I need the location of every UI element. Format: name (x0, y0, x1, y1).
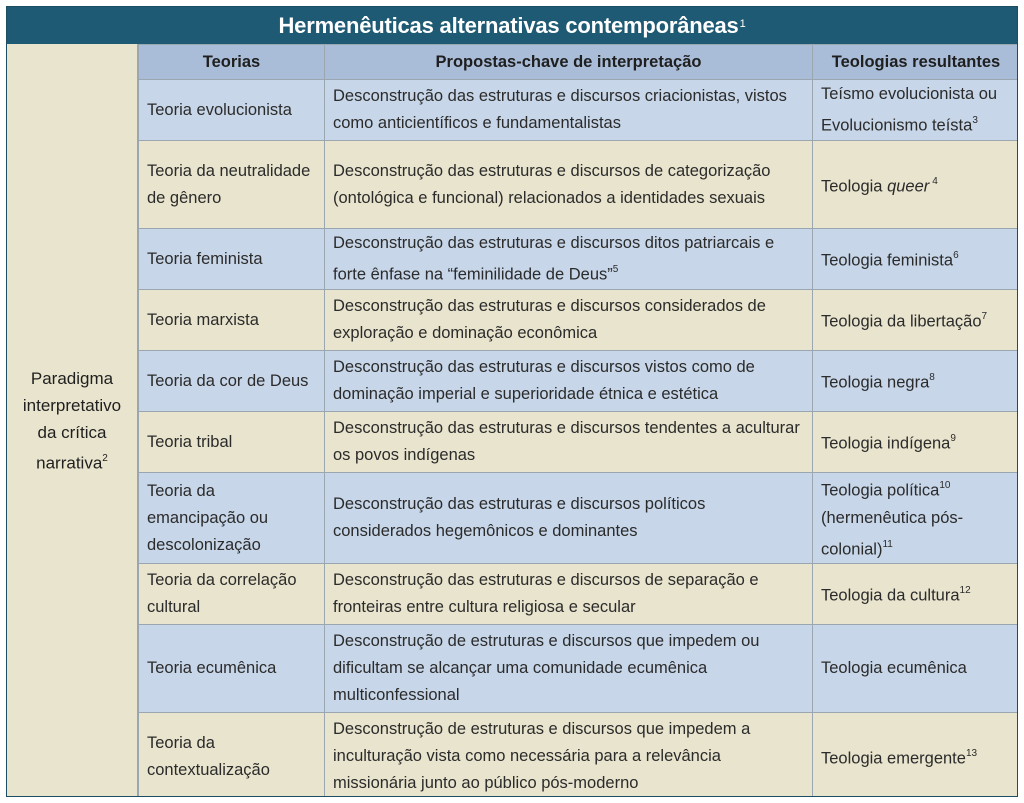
teologia-text: Teísmo evolucionista ou Evolucionismo teísta (821, 84, 998, 135)
proposta-cell: Desconstrução das estruturas e discursos tendentes a aculturar os povos indígenas (325, 412, 813, 473)
proposta-cell: Desconstrução de estruturas e discursos que impedem a inculturação vista como necessária para a relevância missionária junto ao público pós-moderno (325, 713, 813, 798)
proposta-cell: Desconstrução das estruturas e discursos de separação e fronteiras entre cultura religiosa e secular (325, 564, 813, 625)
teologia-text: Teologia emergente (821, 749, 966, 768)
proposta-cell (325, 229, 813, 290)
footnote: 11 (882, 538, 893, 550)
table-row (139, 290, 1019, 351)
teologia-cell (813, 473, 1019, 564)
teologia-cell (813, 290, 1019, 351)
footnote: 13 (965, 747, 978, 759)
teologia-cell (813, 351, 1019, 412)
teologia-cell (813, 141, 1019, 229)
footnote: 7 (981, 311, 988, 323)
teologia-extra: (hermenêutica pós-colonial) (821, 508, 964, 558)
header-row (139, 45, 1019, 80)
footnote: 8 (929, 372, 935, 384)
title-text: Hermenêuticas alternativas contemporâneas (278, 12, 739, 38)
teologia-cell (813, 713, 1019, 798)
paradigm-label: Paradigma interpretativo da crítica narrativa (22, 369, 122, 473)
table-row (139, 564, 1019, 625)
teologia-cell (813, 625, 1019, 713)
proposta-cell: Desconstrução das estruturas e discursos de categorização (ontológica e funcional) relacionados a identidades sexuais (325, 141, 813, 229)
teologia-text: Teologia negra (821, 373, 930, 392)
teoria-cell: Teoria ecumênica (139, 625, 325, 713)
teoria-cell: Teoria evolucionista (139, 80, 325, 141)
teologia-cell (813, 229, 1019, 290)
teologia-text: Teologia da cultura (821, 586, 960, 605)
footnote: 10 (939, 480, 951, 491)
teoria-cell: Teoria da contextualização (139, 713, 325, 798)
proposta-cell: Desconstrução das estruturas e discursos considerados de exploração e dominação econômica (325, 290, 813, 351)
teologia-cell (813, 564, 1019, 625)
hermeneutics-table (138, 44, 1018, 797)
header-teorias: Teorias (139, 45, 325, 80)
title-footnote: 1 (739, 17, 746, 30)
teologia-text: Teologia indígena (821, 434, 951, 453)
footnote: 5 (612, 263, 619, 275)
teoria-cell: Teoria da emancipação ou descolonização (139, 473, 325, 564)
table-row (139, 473, 1019, 564)
table-row (139, 141, 1019, 229)
teoria-cell: Teoria da neutralidade de gênero (139, 141, 325, 229)
footnote: 6 (953, 250, 959, 262)
footnote: 3 (972, 114, 978, 126)
footnote: 9 (950, 433, 956, 445)
proposta-text: Desconstrução das estruturas e discursos ditos patriarcais e forte ênfase na “feminilidade de Deus” (333, 233, 775, 284)
header-propostas: Propostas-chave de interpretação (325, 45, 813, 80)
teologia-text: Teologia (821, 177, 883, 196)
teologia-text: Teologia ecumênica (821, 659, 967, 677)
paradigm-cell (7, 44, 138, 797)
teoria-cell: Teoria feminista (139, 229, 325, 290)
teologia-italic: queer (887, 177, 930, 196)
table-row (139, 351, 1019, 412)
table-row (139, 412, 1019, 473)
table-title (7, 7, 1017, 44)
teologia-cell (813, 80, 1019, 141)
proposta-cell: Desconstrução das estruturas e discursos criacionistas, vistos como anticientíficos e fundamentalistas (325, 80, 813, 141)
table-row (139, 80, 1019, 141)
footnote: 12 (959, 585, 971, 597)
paradigm-footnote: 2 (102, 453, 108, 465)
table-frame (6, 6, 1018, 797)
footnote: 4 (932, 175, 938, 187)
teologia-text: Teologia da libertação (821, 312, 982, 331)
teoria-cell: Teoria marxista (139, 290, 325, 351)
teologia-text: Teologia política (821, 481, 940, 500)
teoria-cell: Teoria da correlação cultural (139, 564, 325, 625)
table-row (139, 625, 1019, 713)
proposta-cell: Desconstrução das estruturas e discursos políticos considerados hegemônicos e dominantes (325, 473, 813, 564)
teologia-text: Teologia feminista (821, 251, 954, 270)
teologia-cell (813, 412, 1019, 473)
teoria-cell: Teoria tribal (139, 412, 325, 473)
table-row (139, 713, 1019, 798)
proposta-cell: Desconstrução de estruturas e discursos que impedem ou dificultam se alcançar uma comunidade ecumênica multiconfessional (325, 625, 813, 713)
teoria-cell: Teoria da cor de Deus (139, 351, 325, 412)
table-row (139, 229, 1019, 290)
header-teologias: Teologias resultantes (813, 45, 1019, 80)
proposta-cell: Desconstrução das estruturas e discursos vistos como de dominação imperial e superioridade étnica e estética (325, 351, 813, 412)
